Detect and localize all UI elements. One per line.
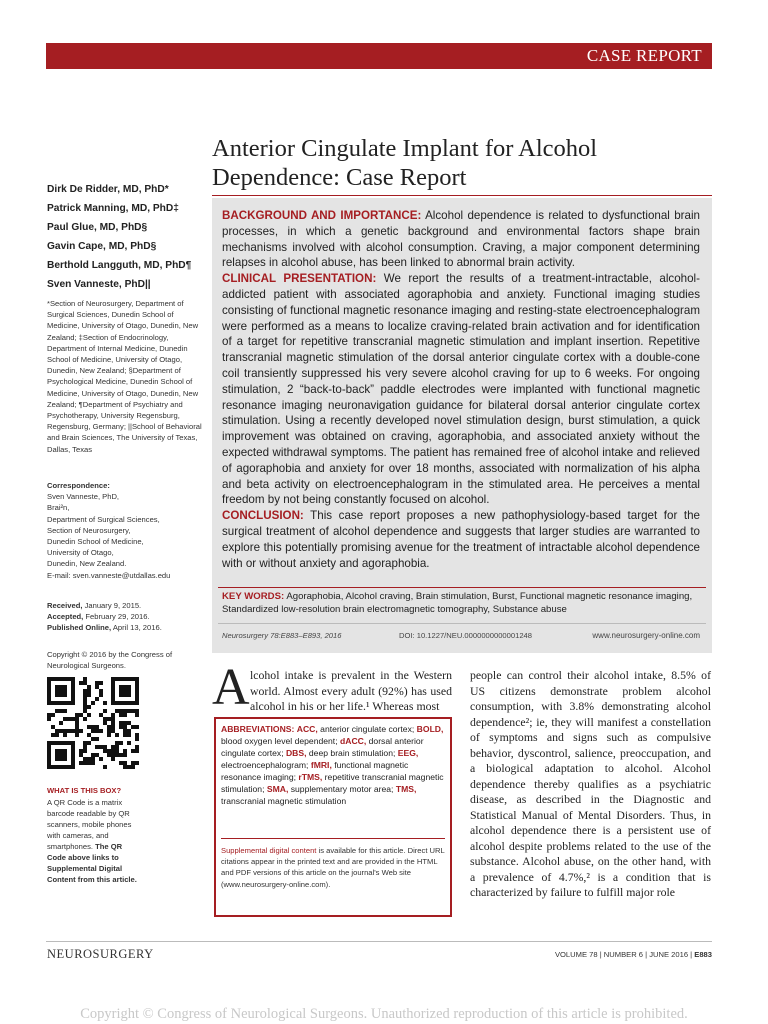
copyright-notice: Copyright © 2016 by the Congress of Neurological Surgeons. — [47, 650, 173, 671]
correspondence-line: Dunedin, New Zealand. — [47, 559, 127, 569]
body-column-right: people can control their alcohol intake, 8.5% of US citizens demonstrate problem alcohol consumption, with 3.8% demonstrating alcohol dependence²; ie, they will manifest a constellation of symptoms and signs such as compulsive behavior, dyscontrol, salience, preoccupation, and a biological adaptation to alcohol. Alcohol dependence thereby qualifies as a psychiatric disease, as described in the Diagnostic and Statistical Manual of Mental Disorders. Thus, in alcohol dependence there is a persistent use of alcohol despite problems related to the use of the substance. Alcohol abuse, on the other hand, with a prevalence of 4.7%,² is a condition that is characterized by failure to fulfill major role — [470, 668, 711, 899]
issue-info: VOLUME 78 | NUMBER 6 | JUNE 2016 | E883 — [554, 950, 712, 959]
article-title — [212, 134, 712, 192]
correspondence-line: Dunedin School of Medicine, — [47, 537, 144, 547]
copyright-watermark: Copyright © Congress of Neurological Surgeons. Unauthorized reproduction of this article is prohibited. — [80, 1006, 688, 1022]
author: Gavin Cape, MD, PhD§ — [47, 241, 157, 252]
title-line-1: Anterior Cingulate Implant for Alcohol — [212, 135, 598, 162]
author: Paul Glue, MD, PhD§ — [47, 222, 148, 233]
section-label: CASE REPORT — [586, 46, 702, 65]
correspondence-line: University of Otago, — [47, 548, 114, 558]
abstract-conclusion: CONCLUSION: This case report proposes a new pathophysiology-based target for the surgical treatment of alcohol dependence and suggests that larger studies are warranted to explore this potentially promising avenue for the treatment of intractable alcohol dependence with or without anxiety and agoraphobia. — [222, 509, 700, 570]
correspondence-line: Section of Neurosurgery, — [47, 525, 131, 535]
section-banner — [46, 43, 712, 69]
correspondence-line: Brai²n, — [47, 503, 70, 513]
article-dates — [47, 600, 205, 634]
author: Patrick Manning, MD, PhD‡ — [47, 203, 179, 214]
affiliations: *Section of Neurosurgery, Department of Surgical Sciences, Dunedin School of Medicine, University of Otago, Dunedin, New Zealand; ‡Section of Endocrinology, Department of Internal Medicine, Dunedin School of Medicine, University of Otago, Dunedin, New Zealand; §Department of Psychological Medicine, Dunedin School of Medicine, University of Otago, Dunedin, New Zealand; ¶Department of Psychiatry and Psychotherapy, University Regensburg, Regensburg, Germany; ||School of Behavioral and Brain Sciences, The University of Texas, Dallas, Texas — [47, 299, 202, 454]
citation-divider — [218, 623, 706, 624]
journal-name: NEUROSURGERY — [47, 947, 154, 961]
body-column-left: lcohol intake is prevalent in the Western world. Almost every adult (92%) has used alcohol in his or her life.¹ Whereas most — [250, 668, 452, 713]
title-divider — [212, 195, 712, 196]
author: Dirk De Ridder, MD, PhD* — [47, 184, 169, 195]
date-published: Published Online, April 13, 2016. — [47, 623, 162, 633]
dropcap: A — [212, 659, 250, 716]
supplemental-note: Supplemental digital content is available for this article. Direct URL citations appear in the printed text and are provided in the HTML and PDF versions of this article on the journal's Web site (www.neurosurgery-online.com). — [221, 846, 445, 889]
author-list — [47, 180, 207, 294]
abstract-text — [222, 208, 700, 571]
citation: Neurosurgery 78:E883–E893, 2016 — [222, 631, 342, 640]
keywords-divider — [218, 587, 706, 588]
qr-box-text: A QR Code is a matrix barcode readable by QR scanners, mobile phones with cameras, and smartphones. The QR Code above links to Supplemental Digital Content from this article. — [47, 798, 137, 884]
doi[interactable]: DOI: 10.1227/NEU.0000000000001248 — [399, 631, 532, 640]
title-line-2: Dependence: Case Report — [212, 164, 467, 191]
footer-divider — [46, 941, 712, 942]
date-accepted: Accepted, February 29, 2016. — [47, 612, 150, 622]
qr-code-icon[interactable] — [47, 677, 139, 769]
qr-box-title: WHAT IS THIS BOX? — [47, 786, 122, 795]
correspondence-line: Department of Surgical Sciences, — [47, 514, 160, 524]
journal-website[interactable]: www.neurosurgery-online.com — [592, 631, 700, 640]
correspondence-label: Correspondence: — [47, 481, 110, 490]
author: Berthold Langguth, MD, PhD¶ — [47, 260, 192, 271]
correspondence-email[interactable]: E-mail: sven.vanneste@utdallas.edu — [47, 570, 171, 580]
abbreviations-divider — [221, 838, 445, 839]
correspondence-block — [47, 480, 205, 581]
date-received: Received, January 9, 2015. — [47, 601, 142, 610]
supplemental-link[interactable]: Supplemental digital content — [221, 846, 317, 855]
author: Sven Vanneste, PhD|| — [47, 279, 151, 290]
keywords: KEY WORDS: Agoraphobia, Alcohol craving, Brain stimulation, Burst, Functional magnetic resonance imaging, Standardized low-resolution brain electromagnetic tomography, Substance abuse — [222, 591, 693, 616]
abstract-clinical: CLINICAL PRESENTATION: We report the results of a treatment-intractable, alcohol-addicted patient with associated agoraphobia and anxiety. Functional imaging studies consisting of functional magnetic resonance imaging and resting-state electroencephalogram were performed as a means to localize craving-related brain activation and for identification of a target for repetitive transcranial magnetic stimulation and implant insertion. Repetitive transcranial magnetic stimulation of the dorsal anterior cingulate cortex with a double-cone coil transiently suppressed his very severe alcohol craving for up to 6 weeks. For ongoing stimulation, 2 “back-to-back” paddle electrodes were implanted with functional magnetic resonance imaging neuronavigation guidance for bilateral dorsal anterior cingulate cortex stimulation. Using a recently developed novel stimulation design, burst stimulation, a quick improvement was obtained on craving, agoraphobia, and associated anxiety without the expected withdrawal symptoms. The patient has remained free of alcohol intake and relieved of agoraphobia and anxiety for over 18 months, associated with normalization of his alpha and beta activity on electroencephalogram in the stimulated area. He perceives a mental freedom by not being constantly focused on alcohol. — [222, 272, 700, 507]
abstract-background: BACKGROUND AND IMPORTANCE: Alcohol dependence is related to dysfunctional brain processes, in which a genetic background and environmental factors shape brain mechanisms involved with alcohol consumption. Craving, a major component determining relapses in alcohol abuse, has been linked to abnormal brain activity. — [222, 209, 700, 270]
abbreviations-list: ABBREVIATIONS: ACC, anterior cingulate cortex; BOLD, blood oxygen level dependent; dACC, dorsal anterior cingulate cortex; DBS, deep brain stimulation; EEG, electroencephalogram; fMRI, functional magnetic resonance imaging; rTMS, repetitive transcranial magnetic stimulation; SMA, supplementary motor area; TMS, transcranial magnetic stimulation — [221, 724, 444, 806]
correspondence-line: Sven Vanneste, PhD, — [47, 492, 120, 502]
